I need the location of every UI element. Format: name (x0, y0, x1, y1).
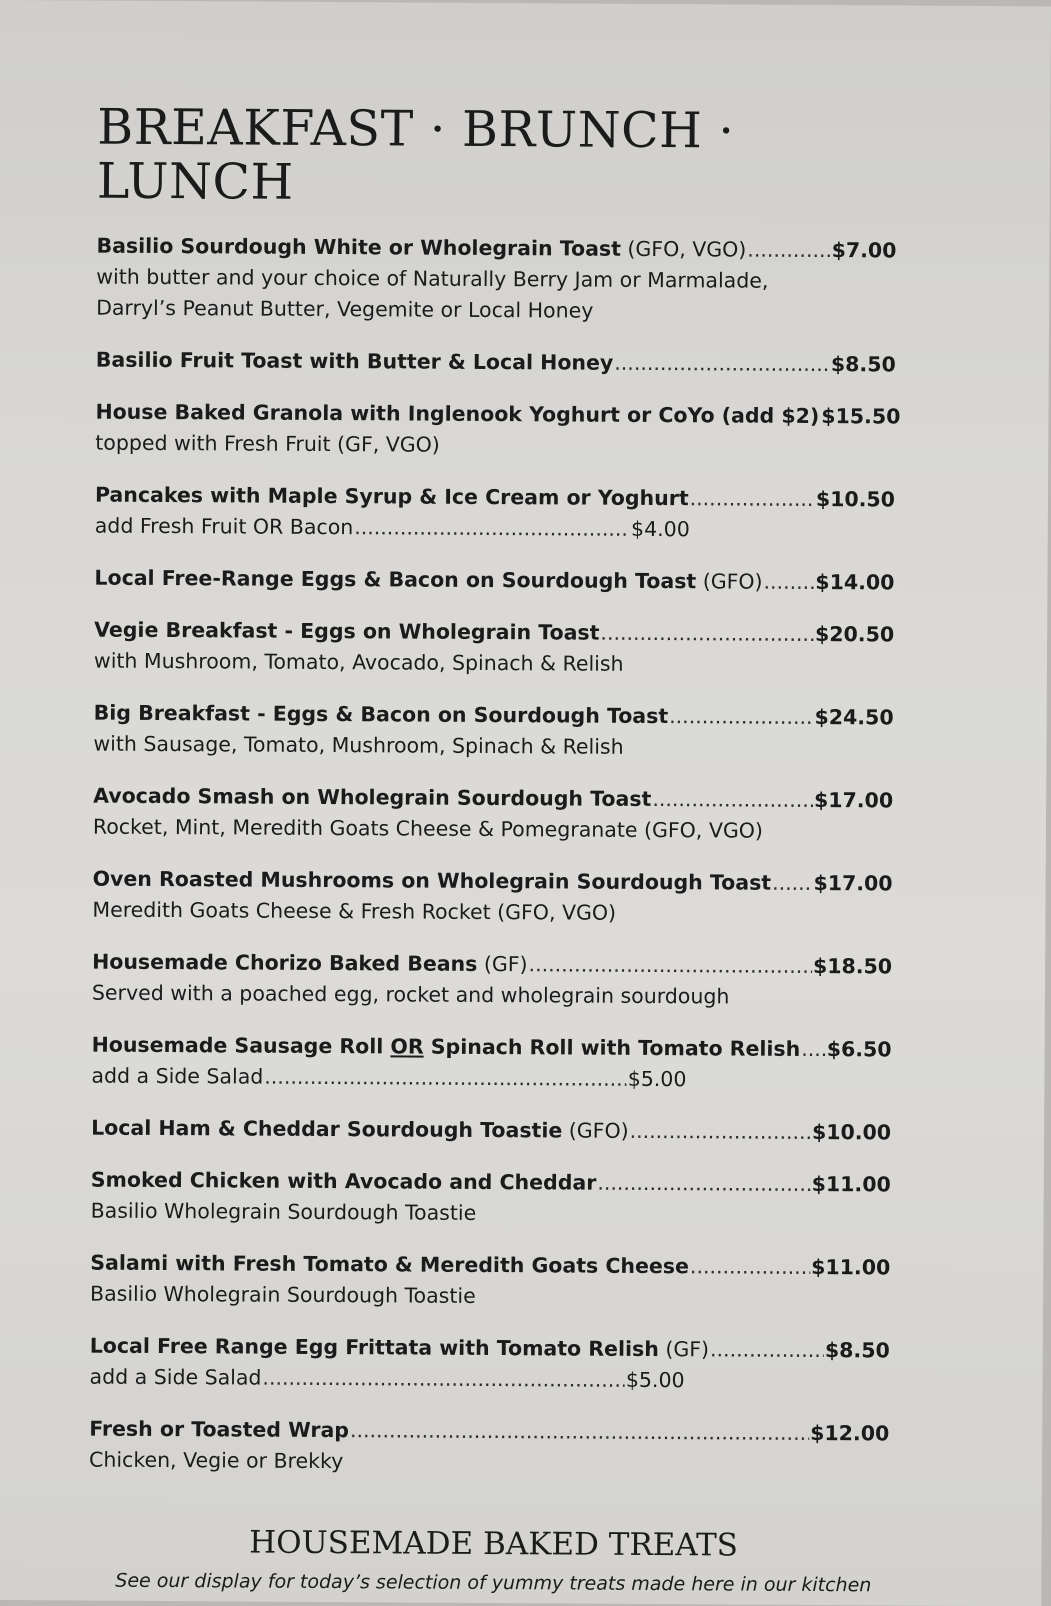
leader-dots (350, 1415, 809, 1449)
item-description: with Sausage, Tomato, Mushroom, Spinach & Relish (93, 728, 893, 764)
item-name: House Baked Granola with Inglenook Yoghurt or CoYo (add $2) (95, 396, 819, 431)
addon-price: $4.00 (631, 514, 690, 545)
menu-item-wrap (89, 1413, 889, 1480)
addon-name: add a Side Salad (89, 1361, 261, 1393)
menu-item-chorizo-beans (92, 946, 892, 1013)
menu-item-avocado-smash (93, 780, 893, 847)
item-name: Pancakes with Maple Syrup & Ice Cream or Yoghurt (95, 479, 689, 514)
item-description: with butter and your choice of Naturally Berry Jam or Marmalade, (96, 261, 896, 297)
item-description: topped with Fresh Fruit (GF, VGO) (95, 427, 895, 463)
item-description: Served with a poached egg, rocket and wholegrain sourdough (92, 977, 892, 1013)
item-name: Oven Roasted Mushrooms on Wholegrain Sourdough Toast (93, 863, 772, 898)
item-addon (91, 1060, 686, 1095)
leader-dots (597, 1167, 810, 1199)
item-price: $18.50 (813, 951, 892, 982)
item-dietary: (GF) (477, 952, 527, 976)
leader-dots (600, 617, 814, 649)
menu-item-frittata (89, 1330, 889, 1397)
item-price: $17.00 (814, 785, 893, 816)
menu-item-fruit-toast (96, 344, 896, 380)
item-price: $20.50 (815, 619, 894, 650)
addon-price: $5.00 (628, 1064, 687, 1095)
menu-item-granola (95, 396, 895, 463)
leader-dots (747, 234, 830, 266)
menu-content (88, 101, 897, 1597)
item-price: $11.00 (811, 1252, 890, 1283)
leader-dots (801, 1034, 826, 1065)
item-name-or: OR (390, 1034, 423, 1058)
item-price: $11.00 (812, 1169, 891, 1200)
addon-name: add Fresh Fruit OR Bacon (95, 510, 354, 543)
leader-dots (690, 1251, 810, 1283)
menu-item-sausage-roll (91, 1029, 891, 1096)
item-price: $8.50 (825, 1335, 890, 1366)
item-name: Salami with Fresh Tomato & Meredith Goats Cheese (90, 1247, 689, 1282)
item-price: $15.50 (821, 401, 900, 432)
treats-heading: HOUSEMADE BAKED TREATS (58, 1523, 928, 1564)
item-price: $7.00 (832, 235, 897, 266)
leader-dots (710, 1334, 824, 1366)
item-description: Rocket, Mint, Meredith Goats Cheese & Pomegranate (GFO, VGO) (93, 811, 893, 847)
item-description: Chicken, Vegie or Brekky (89, 1444, 889, 1480)
item-dietary: (GFO, VGO) (621, 237, 747, 262)
item-name: Avocado Smash on Wholegrain Sourdough Toast (93, 780, 651, 814)
item-addon (89, 1361, 684, 1396)
menu-item-roasted-mushrooms (92, 863, 892, 930)
item-price: $14.00 (815, 567, 894, 598)
item-price: $12.00 (810, 1418, 889, 1449)
leader-dots (652, 784, 813, 816)
item-price: $24.50 (814, 702, 893, 733)
menu-item-salami (90, 1247, 890, 1314)
item-name: Big Breakfast - Eggs & Bacon on Sourdough Toast (94, 697, 669, 732)
item-description: Darryl’s Peanut Butter, Vegemite or Local Honey (96, 292, 896, 328)
leader-dots (772, 868, 813, 899)
leader-dots (669, 701, 814, 733)
leader-dots (614, 348, 830, 380)
item-name: Fresh or Toasted Wrap (89, 1413, 349, 1446)
menu-item-smoked-chicken (91, 1164, 891, 1231)
menu-item-sourdough-toast (96, 230, 897, 328)
menu-title: BREAKFAST · BRUNCH · LUNCH (97, 101, 898, 214)
item-name: Local Free Range Egg Frittata with Tomato Relish (90, 1333, 659, 1360)
item-name (92, 1029, 801, 1064)
treats-tagline: See our display for today’s selection of yummy treats made here in our kitchen (58, 1569, 928, 1596)
item-price: $10.50 (816, 484, 895, 515)
menu-item-big-breakfast (93, 697, 893, 764)
menu-item-ham-cheddar-toastie (91, 1112, 891, 1148)
item-dietary: (GFO) (562, 1118, 628, 1142)
menu-item-pancakes (95, 479, 895, 546)
menu-item-eggs-bacon (94, 562, 894, 598)
item-price: $10.00 (812, 1117, 891, 1148)
item-price: $6.50 (827, 1034, 892, 1065)
item-name: Basilio Sourdough White or Wholegrain Toast (96, 233, 621, 260)
item-dietary: (GF) (659, 1337, 709, 1361)
item-description: Basilio Wholegrain Sourdough Toastie (91, 1195, 891, 1231)
leader-dots (763, 566, 814, 597)
addon-price: $5.00 (626, 1365, 685, 1396)
item-name: Housemade Chorizo Baked Beans (92, 949, 477, 975)
menu-item-vegie-breakfast (94, 614, 894, 681)
item-name-part: Spinach Roll with Tomato Relish (424, 1034, 801, 1060)
item-name: Local Ham & Cheddar Sourdough Toastie (91, 1115, 562, 1142)
item-description: Basilio Wholegrain Sourdough Toastie (90, 1278, 890, 1314)
item-name-part: Housemade Sausage Roll (92, 1032, 391, 1058)
item-name: Local Free-Range Eggs & Bacon on Sourdough Toast (94, 565, 696, 593)
item-price: $17.00 (813, 868, 892, 899)
item-description: Meredith Goats Cheese & Fresh Rocket (GFO, VGO) (92, 894, 892, 930)
addon-name: add a Side Salad (91, 1060, 263, 1092)
item-name: Smoked Chicken with Avocado and Cheddar (91, 1164, 597, 1198)
leader-dots (690, 483, 815, 515)
leader-dots (262, 1362, 625, 1395)
leader-dots (354, 512, 630, 545)
leader-dots (264, 1061, 627, 1094)
item-name: Basilio Fruit Toast with Butter & Local Honey (96, 344, 614, 378)
leader-dots (529, 949, 813, 982)
item-price: $8.50 (831, 349, 896, 380)
item-dietary: (GFO) (696, 569, 762, 593)
item-addon (95, 510, 690, 545)
leader-dots (630, 1116, 812, 1148)
item-name: Vegie Breakfast - Eggs on Wholegrain Toast (94, 614, 600, 648)
item-description: with Mushroom, Tomato, Avocado, Spinach & Relish (94, 645, 894, 681)
